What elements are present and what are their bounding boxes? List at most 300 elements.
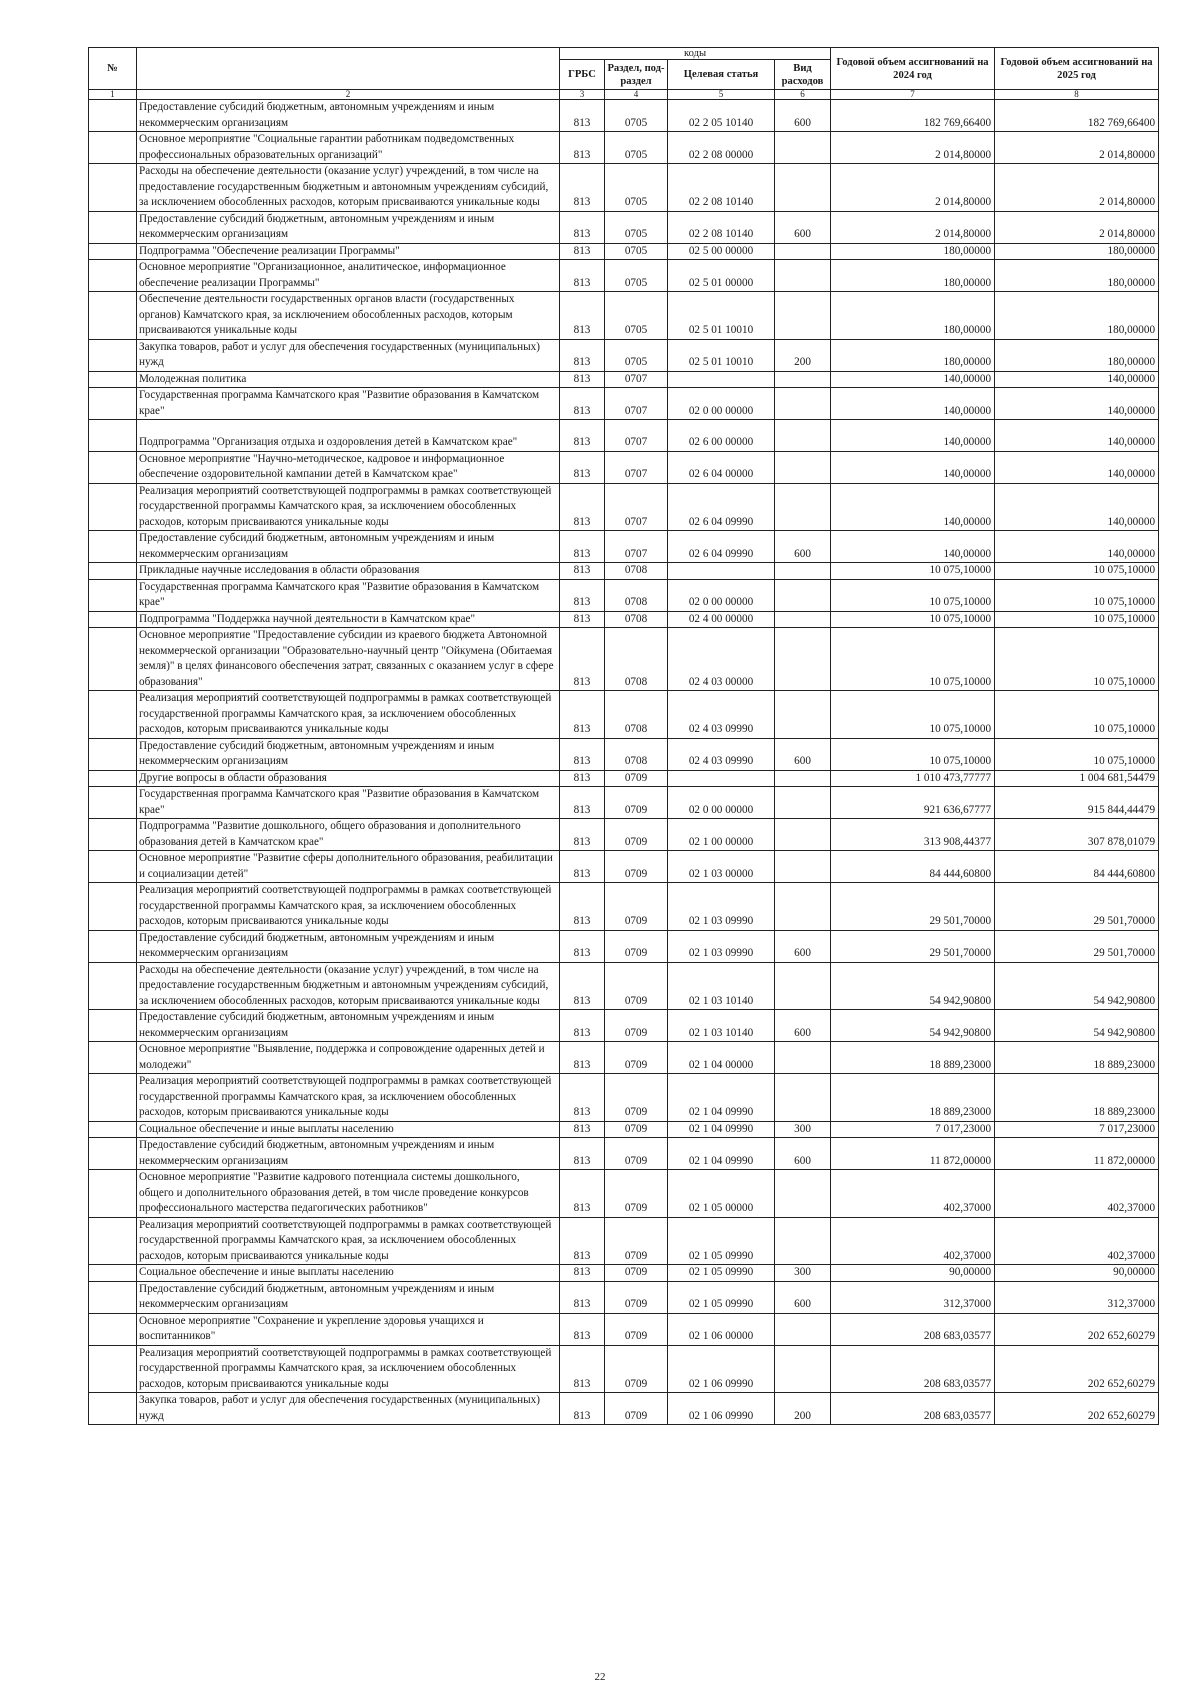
target-item-cell: 02 5 01 10010 bbox=[668, 339, 775, 371]
amount-2025-cell: 10 075,10000 bbox=[995, 628, 1159, 691]
grbs-cell: 813 bbox=[560, 1042, 605, 1074]
grbs-cell: 813 bbox=[560, 1313, 605, 1345]
target-item-cell: 02 1 03 00000 bbox=[668, 851, 775, 883]
table-row bbox=[89, 962, 1159, 1010]
expense-type-cell: 600 bbox=[775, 1281, 831, 1313]
amount-2025-cell: 915 844,44479 bbox=[995, 787, 1159, 819]
grbs-cell: 813 bbox=[560, 851, 605, 883]
amount-2025-cell: 140,00000 bbox=[995, 371, 1159, 388]
table-row bbox=[89, 1138, 1159, 1170]
grbs-cell: 813 bbox=[560, 132, 605, 164]
grbs-cell: 813 bbox=[560, 531, 605, 563]
expense-type-cell bbox=[775, 628, 831, 691]
amount-2025-cell: 29 501,70000 bbox=[995, 883, 1159, 931]
amount-2025-cell: 140,00000 bbox=[995, 420, 1159, 452]
target-item-cell: 02 1 06 09990 bbox=[668, 1345, 775, 1393]
amount-2024-cell: 402,37000 bbox=[831, 1170, 995, 1218]
amount-2025-cell: 10 075,10000 bbox=[995, 579, 1159, 611]
row-name-cell: Предоставление субсидий бюджетным, автономным учреждениям и иным некоммерческим организациям bbox=[137, 738, 560, 770]
amount-2025-cell: 29 501,70000 bbox=[995, 930, 1159, 962]
row-number-cell bbox=[89, 738, 137, 770]
amount-2025-cell: 10 075,10000 bbox=[995, 691, 1159, 739]
amount-2025-cell: 180,00000 bbox=[995, 260, 1159, 292]
table-row bbox=[89, 420, 1159, 452]
amount-2025-cell: 54 942,90800 bbox=[995, 1010, 1159, 1042]
expense-type-cell bbox=[775, 691, 831, 739]
row-name-cell: Молодежная политика bbox=[137, 371, 560, 388]
section-cell: 0705 bbox=[605, 164, 668, 212]
section-cell: 0707 bbox=[605, 531, 668, 563]
amount-2025-cell: 11 872,00000 bbox=[995, 1138, 1159, 1170]
row-name-cell: Предоставление субсидий бюджетным, автономным учреждениям и иным некоммерческим организациям bbox=[137, 1010, 560, 1042]
row-number-cell bbox=[89, 292, 137, 340]
amount-2025-cell: 84 444,60800 bbox=[995, 851, 1159, 883]
row-number-cell bbox=[89, 420, 137, 452]
amount-2025-cell: 18 889,23000 bbox=[995, 1074, 1159, 1122]
table-row bbox=[89, 883, 1159, 931]
section-cell: 0705 bbox=[605, 100, 668, 132]
amount-2025-cell: 1 004 681,54479 bbox=[995, 770, 1159, 787]
section-cell: 0709 bbox=[605, 1170, 668, 1218]
target-item-cell: 02 2 08 00000 bbox=[668, 132, 775, 164]
row-number-cell bbox=[89, 883, 137, 931]
row-name-cell: Предоставление субсидий бюджетным, автономным учреждениям и иным некоммерческим организациям bbox=[137, 100, 560, 132]
grbs-cell: 813 bbox=[560, 770, 605, 787]
expense-type-cell: 600 bbox=[775, 738, 831, 770]
row-name-cell: Основное мероприятие "Развитие кадрового потенциала системы дошкольного, общего и дополнительного образования детей, в том числе проведение конкурсов профессионального мастерства педагогических работников" bbox=[137, 1170, 560, 1218]
grbs-cell: 813 bbox=[560, 691, 605, 739]
amount-2025-cell: 202 652,60279 bbox=[995, 1345, 1159, 1393]
section-cell: 0709 bbox=[605, 1393, 668, 1425]
amount-2024-cell: 180,00000 bbox=[831, 260, 995, 292]
amount-2024-cell: 402,37000 bbox=[831, 1217, 995, 1265]
grbs-cell: 813 bbox=[560, 1281, 605, 1313]
expense-type-cell: 600 bbox=[775, 930, 831, 962]
grbs-cell: 813 bbox=[560, 1170, 605, 1218]
expense-type-cell bbox=[775, 483, 831, 531]
row-number-cell bbox=[89, 1313, 137, 1345]
target-item-cell: 02 1 03 09990 bbox=[668, 883, 775, 931]
table-row bbox=[89, 691, 1159, 739]
grbs-cell: 813 bbox=[560, 1010, 605, 1042]
row-name-cell: Закупка товаров, работ и услуг для обеспечения государственных (муниципальных) нужд bbox=[137, 339, 560, 371]
expense-type-cell bbox=[775, 563, 831, 580]
section-cell: 0705 bbox=[605, 243, 668, 260]
grbs-cell: 813 bbox=[560, 1074, 605, 1122]
expense-type-cell bbox=[775, 1170, 831, 1218]
target-item-cell bbox=[668, 371, 775, 388]
row-number-cell bbox=[89, 243, 137, 260]
section-cell: 0708 bbox=[605, 611, 668, 628]
target-item-cell: 02 1 04 09990 bbox=[668, 1121, 775, 1138]
expense-type-cell: 200 bbox=[775, 339, 831, 371]
expense-type-cell: 600 bbox=[775, 100, 831, 132]
amount-2024-cell: 140,00000 bbox=[831, 388, 995, 420]
amount-2024-cell: 208 683,03577 bbox=[831, 1345, 995, 1393]
table-row bbox=[89, 1313, 1159, 1345]
grbs-cell: 813 bbox=[560, 339, 605, 371]
amount-2025-cell: 90,00000 bbox=[995, 1265, 1159, 1282]
row-number-cell bbox=[89, 211, 137, 243]
grbs-cell: 813 bbox=[560, 1345, 605, 1393]
table-row bbox=[89, 1074, 1159, 1122]
row-number-cell bbox=[89, 451, 137, 483]
grbs-cell: 813 bbox=[560, 883, 605, 931]
amount-2025-cell: 140,00000 bbox=[995, 483, 1159, 531]
header-section: Раздел, под-раздел bbox=[605, 60, 668, 90]
amount-2024-cell: 180,00000 bbox=[831, 292, 995, 340]
row-number-cell bbox=[89, 691, 137, 739]
row-name-cell: Основное мероприятие "Выявление, поддержка и сопровождение одаренных детей и молодежи" bbox=[137, 1042, 560, 1074]
expense-type-cell: 300 bbox=[775, 1265, 831, 1282]
table-row bbox=[89, 611, 1159, 628]
row-name-cell: Основное мероприятие "Организационное, аналитическое, информационное обеспечение реализации Программы" bbox=[137, 260, 560, 292]
grbs-cell: 813 bbox=[560, 1393, 605, 1425]
row-number-cell bbox=[89, 260, 137, 292]
row-number-cell bbox=[89, 770, 137, 787]
row-name-cell: Закупка товаров, работ и услуг для обеспечения государственных (муниципальных) нужд bbox=[137, 1393, 560, 1425]
row-name-cell: Расходы на обеспечение деятельности (оказание услуг) учреждений, в том числе на предоставление государственным бюджетным и автономным учреждениям субсидий, за исключением обособленных расходов, которым присваиваются уникальные коды bbox=[137, 164, 560, 212]
target-item-cell: 02 0 00 00000 bbox=[668, 579, 775, 611]
column-number: 5 bbox=[668, 90, 775, 100]
budget-sheet bbox=[88, 47, 1158, 1425]
amount-2024-cell: 54 942,90800 bbox=[831, 1010, 995, 1042]
expense-type-cell bbox=[775, 1345, 831, 1393]
table-row bbox=[89, 1345, 1159, 1393]
amount-2024-cell: 140,00000 bbox=[831, 451, 995, 483]
row-number-cell bbox=[89, 611, 137, 628]
table-row bbox=[89, 339, 1159, 371]
header-name bbox=[137, 48, 560, 90]
row-name-cell: Основное мероприятие "Развитие сферы дополнительного образования, реабилитации и социализации детей" bbox=[137, 851, 560, 883]
section-cell: 0709 bbox=[605, 787, 668, 819]
row-name-cell: Реализация мероприятий соответствующей подпрограммы в рамках соответствующей государственной программы Камчатского края, за исключением обособленных расходов, которым присваиваются уникальные коды bbox=[137, 483, 560, 531]
table-row bbox=[89, 628, 1159, 691]
section-cell: 0709 bbox=[605, 962, 668, 1010]
amount-2024-cell: 84 444,60800 bbox=[831, 851, 995, 883]
target-item-cell: 02 1 05 09990 bbox=[668, 1281, 775, 1313]
amount-2024-cell: 18 889,23000 bbox=[831, 1074, 995, 1122]
grbs-cell: 813 bbox=[560, 819, 605, 851]
page-number: 22 bbox=[594, 1671, 606, 1683]
table-row bbox=[89, 1042, 1159, 1074]
row-name-cell: Предоставление субсидий бюджетным, автономным учреждениям и иным некоммерческим организациям bbox=[137, 211, 560, 243]
amount-2024-cell: 140,00000 bbox=[831, 371, 995, 388]
row-number-cell bbox=[89, 1138, 137, 1170]
grbs-cell: 813 bbox=[560, 451, 605, 483]
table-row bbox=[89, 531, 1159, 563]
expense-type-cell bbox=[775, 292, 831, 340]
grbs-cell: 813 bbox=[560, 1265, 605, 1282]
amount-2025-cell: 180,00000 bbox=[995, 292, 1159, 340]
section-cell: 0707 bbox=[605, 483, 668, 531]
header-column-numbers bbox=[89, 90, 1159, 100]
amount-2025-cell: 2 014,80000 bbox=[995, 132, 1159, 164]
amount-2024-cell: 10 075,10000 bbox=[831, 611, 995, 628]
table-row bbox=[89, 1393, 1159, 1425]
amount-2024-cell: 18 889,23000 bbox=[831, 1042, 995, 1074]
target-item-cell bbox=[668, 563, 775, 580]
header-no: № bbox=[89, 48, 137, 90]
column-number: 6 bbox=[775, 90, 831, 100]
section-cell: 0709 bbox=[605, 1313, 668, 1345]
row-name-cell: Другие вопросы в области образования bbox=[137, 770, 560, 787]
section-cell: 0709 bbox=[605, 1042, 668, 1074]
table-row bbox=[89, 451, 1159, 483]
amount-2025-cell: 307 878,01079 bbox=[995, 819, 1159, 851]
expense-type-cell bbox=[775, 787, 831, 819]
amount-2025-cell: 202 652,60279 bbox=[995, 1313, 1159, 1345]
header-codes: коды bbox=[560, 48, 831, 60]
expense-type-cell: 600 bbox=[775, 211, 831, 243]
table-row bbox=[89, 738, 1159, 770]
column-number: 3 bbox=[560, 90, 605, 100]
target-item-cell: 02 0 00 00000 bbox=[668, 388, 775, 420]
section-cell: 0709 bbox=[605, 1010, 668, 1042]
target-item-cell: 02 4 03 00000 bbox=[668, 628, 775, 691]
expense-type-cell bbox=[775, 851, 831, 883]
budget-table bbox=[88, 47, 1159, 1425]
target-item-cell: 02 1 06 00000 bbox=[668, 1313, 775, 1345]
amount-2025-cell: 140,00000 bbox=[995, 531, 1159, 563]
expense-type-cell: 200 bbox=[775, 1393, 831, 1425]
target-item-cell: 02 6 00 00000 bbox=[668, 420, 775, 452]
amount-2024-cell: 180,00000 bbox=[831, 339, 995, 371]
target-item-cell: 02 1 05 09990 bbox=[668, 1217, 775, 1265]
grbs-cell: 813 bbox=[560, 1138, 605, 1170]
table-row bbox=[89, 1170, 1159, 1218]
table-row bbox=[89, 211, 1159, 243]
grbs-cell: 813 bbox=[560, 628, 605, 691]
table-row bbox=[89, 930, 1159, 962]
target-item-cell: 02 5 00 00000 bbox=[668, 243, 775, 260]
amount-2024-cell: 10 075,10000 bbox=[831, 579, 995, 611]
grbs-cell: 813 bbox=[560, 420, 605, 452]
grbs-cell: 813 bbox=[560, 579, 605, 611]
row-number-cell bbox=[89, 1345, 137, 1393]
row-number-cell bbox=[89, 930, 137, 962]
expense-type-cell bbox=[775, 962, 831, 1010]
amount-2024-cell: 10 075,10000 bbox=[831, 738, 995, 770]
row-name-cell: Основное мероприятие "Социальные гарантии работникам подведомственных профессиональных образовательных организаций" bbox=[137, 132, 560, 164]
row-name-cell: Подпрограмма "Организация отдыха и оздоровления детей в Камчатском крае" bbox=[137, 420, 560, 452]
grbs-cell: 813 bbox=[560, 563, 605, 580]
amount-2025-cell: 180,00000 bbox=[995, 243, 1159, 260]
section-cell: 0709 bbox=[605, 1121, 668, 1138]
amount-2024-cell: 180,00000 bbox=[831, 243, 995, 260]
amount-2024-cell: 1 010 473,77777 bbox=[831, 770, 995, 787]
amount-2025-cell: 312,37000 bbox=[995, 1281, 1159, 1313]
target-item-cell: 02 1 05 09990 bbox=[668, 1265, 775, 1282]
grbs-cell: 813 bbox=[560, 371, 605, 388]
target-item-cell: 02 0 00 00000 bbox=[668, 787, 775, 819]
section-cell: 0709 bbox=[605, 1217, 668, 1265]
row-name-cell: Подпрограмма "Развитие дошкольного, общего образования и дополнительного образования детей в Камчатском крае" bbox=[137, 819, 560, 851]
section-cell: 0709 bbox=[605, 1265, 668, 1282]
section-cell: 0707 bbox=[605, 371, 668, 388]
target-item-cell: 02 4 03 09990 bbox=[668, 691, 775, 739]
amount-2024-cell: 140,00000 bbox=[831, 531, 995, 563]
amount-2024-cell: 2 014,80000 bbox=[831, 132, 995, 164]
expense-type-cell bbox=[775, 1074, 831, 1122]
row-name-cell: Реализация мероприятий соответствующей подпрограммы в рамках соответствующей государственной программы Камчатского края, за исключением обособленных расходов, которым присваиваются уникальные коды bbox=[137, 1217, 560, 1265]
grbs-cell: 813 bbox=[560, 164, 605, 212]
target-item-cell: 02 5 01 10010 bbox=[668, 292, 775, 340]
table-body bbox=[89, 100, 1159, 1425]
section-cell: 0709 bbox=[605, 819, 668, 851]
row-name-cell: Подпрограмма "Обеспечение реализации Программы" bbox=[137, 243, 560, 260]
expense-type-cell bbox=[775, 260, 831, 292]
column-number: 2 bbox=[137, 90, 560, 100]
table-row bbox=[89, 483, 1159, 531]
amount-2024-cell: 140,00000 bbox=[831, 483, 995, 531]
row-number-cell bbox=[89, 1393, 137, 1425]
amount-2025-cell: 140,00000 bbox=[995, 388, 1159, 420]
amount-2024-cell: 10 075,10000 bbox=[831, 691, 995, 739]
row-name-cell: Реализация мероприятий соответствующей подпрограммы в рамках соответствующей государственной программы Камчатского края, за исключением обособленных расходов, которым присваиваются уникальные коды bbox=[137, 1345, 560, 1393]
row-name-cell: Реализация мероприятий соответствующей подпрограммы в рамках соответствующей государственной программы Камчатского края, за исключением обособленных расходов, которым присваиваются уникальные коды bbox=[137, 691, 560, 739]
section-cell: 0708 bbox=[605, 579, 668, 611]
amount-2025-cell: 10 075,10000 bbox=[995, 611, 1159, 628]
row-name-cell: Основное мероприятие "Сохранение и укрепление здоровья учащихся и воспитанников" bbox=[137, 1313, 560, 1345]
row-number-cell bbox=[89, 531, 137, 563]
row-name-cell: Прикладные научные исследования в области образования bbox=[137, 563, 560, 580]
section-cell: 0709 bbox=[605, 770, 668, 787]
grbs-cell: 813 bbox=[560, 483, 605, 531]
table-header bbox=[89, 48, 1159, 100]
section-cell: 0709 bbox=[605, 883, 668, 931]
amount-2025-cell: 202 652,60279 bbox=[995, 1393, 1159, 1425]
target-item-cell: 02 4 00 00000 bbox=[668, 611, 775, 628]
column-number: 8 bbox=[995, 90, 1159, 100]
row-number-cell bbox=[89, 164, 137, 212]
amount-2025-cell: 402,37000 bbox=[995, 1170, 1159, 1218]
amount-2024-cell: 29 501,70000 bbox=[831, 930, 995, 962]
expense-type-cell bbox=[775, 883, 831, 931]
expense-type-cell bbox=[775, 371, 831, 388]
target-item-cell: 02 1 03 09990 bbox=[668, 930, 775, 962]
row-name-cell: Реализация мероприятий соответствующей подпрограммы в рамках соответствующей государственной программы Камчатского края, за исключением обособленных расходов, которым присваиваются уникальные коды bbox=[137, 1074, 560, 1122]
target-item-cell: 02 1 04 09990 bbox=[668, 1138, 775, 1170]
row-name-cell: Обеспечение деятельности государственных органов власти (государственных органов) Камчатского края, за исключением обособленных расходов, которым присваиваются уникальные коды bbox=[137, 292, 560, 340]
grbs-cell: 813 bbox=[560, 388, 605, 420]
amount-2024-cell: 921 636,67777 bbox=[831, 787, 995, 819]
row-name-cell: Предоставление субсидий бюджетным, автономным учреждениям и иным некоммерческим организациям bbox=[137, 531, 560, 563]
table-row bbox=[89, 579, 1159, 611]
row-name-cell: Предоставление субсидий бюджетным, автономным учреждениям и иным некоммерческим организациям bbox=[137, 1138, 560, 1170]
header-2024: Годовой объем ассигнований на 2024 год bbox=[831, 48, 995, 90]
target-item-cell: 02 1 04 00000 bbox=[668, 1042, 775, 1074]
amount-2024-cell: 90,00000 bbox=[831, 1265, 995, 1282]
row-name-cell: Социальное обеспечение и иные выплаты населению bbox=[137, 1265, 560, 1282]
target-item-cell: 02 6 04 09990 bbox=[668, 483, 775, 531]
expense-type-cell: 600 bbox=[775, 1138, 831, 1170]
expense-type-cell: 600 bbox=[775, 531, 831, 563]
amount-2025-cell: 182 769,66400 bbox=[995, 100, 1159, 132]
section-cell: 0708 bbox=[605, 563, 668, 580]
table-row bbox=[89, 388, 1159, 420]
row-number-cell bbox=[89, 851, 137, 883]
expense-type-cell bbox=[775, 388, 831, 420]
amount-2024-cell: 182 769,66400 bbox=[831, 100, 995, 132]
target-item-cell: 02 6 04 00000 bbox=[668, 451, 775, 483]
row-name-cell: Реализация мероприятий соответствующей подпрограммы в рамках соответствующей государственной программы Камчатского края, за исключением обособленных расходов, которым присваиваются уникальные коды bbox=[137, 883, 560, 931]
expense-type-cell bbox=[775, 132, 831, 164]
table-row bbox=[89, 243, 1159, 260]
section-cell: 0709 bbox=[605, 1281, 668, 1313]
table-row bbox=[89, 260, 1159, 292]
row-name-cell: Государственная программа Камчатского края "Развитие образования в Камчатском крае" bbox=[137, 787, 560, 819]
target-item-cell bbox=[668, 770, 775, 787]
expense-type-cell bbox=[775, 611, 831, 628]
grbs-cell: 813 bbox=[560, 962, 605, 1010]
section-cell: 0709 bbox=[605, 1074, 668, 1122]
grbs-cell: 813 bbox=[560, 292, 605, 340]
grbs-cell: 813 bbox=[560, 211, 605, 243]
amount-2024-cell: 313 908,44377 bbox=[831, 819, 995, 851]
grbs-cell: 813 bbox=[560, 260, 605, 292]
expense-type-cell: 300 bbox=[775, 1121, 831, 1138]
table-row bbox=[89, 132, 1159, 164]
target-item-cell: 02 2 08 10140 bbox=[668, 164, 775, 212]
table-row bbox=[89, 100, 1159, 132]
amount-2024-cell: 11 872,00000 bbox=[831, 1138, 995, 1170]
row-number-cell bbox=[89, 339, 137, 371]
section-cell: 0709 bbox=[605, 930, 668, 962]
row-name-cell: Расходы на обеспечение деятельности (оказание услуг) учреждений, в том числе на предоставление государственным бюджетным и автономным учреждениям субсидий, за исключением обособленных расходов, которым присваиваются уникальные коды bbox=[137, 962, 560, 1010]
expense-type-cell bbox=[775, 164, 831, 212]
section-cell: 0705 bbox=[605, 260, 668, 292]
target-item-cell: 02 1 05 00000 bbox=[668, 1170, 775, 1218]
expense-type-cell bbox=[775, 1042, 831, 1074]
amount-2025-cell: 402,37000 bbox=[995, 1217, 1159, 1265]
section-cell: 0705 bbox=[605, 292, 668, 340]
expense-type-cell bbox=[775, 1217, 831, 1265]
amount-2024-cell: 54 942,90800 bbox=[831, 962, 995, 1010]
amount-2025-cell: 18 889,23000 bbox=[995, 1042, 1159, 1074]
row-number-cell bbox=[89, 388, 137, 420]
table-row bbox=[89, 819, 1159, 851]
row-number-cell bbox=[89, 1217, 137, 1265]
amount-2025-cell: 7 017,23000 bbox=[995, 1121, 1159, 1138]
row-number-cell bbox=[89, 132, 137, 164]
target-item-cell: 02 6 04 09990 bbox=[668, 531, 775, 563]
row-number-cell bbox=[89, 1074, 137, 1122]
row-number-cell bbox=[89, 1121, 137, 1138]
table-row bbox=[89, 1217, 1159, 1265]
expense-type-cell bbox=[775, 243, 831, 260]
section-cell: 0709 bbox=[605, 1138, 668, 1170]
row-name-cell: Предоставление субсидий бюджетным, автономным учреждениям и иным некоммерческим организациям bbox=[137, 1281, 560, 1313]
grbs-cell: 813 bbox=[560, 738, 605, 770]
row-name-cell: Государственная программа Камчатского края "Развитие образования в Камчатском крае" bbox=[137, 388, 560, 420]
row-number-cell bbox=[89, 579, 137, 611]
grbs-cell: 813 bbox=[560, 930, 605, 962]
row-name-cell: Основное мероприятие "Научно-методическое, кадровое и информационное обеспечение оздоровительной кампании детей в Камчатском крае" bbox=[137, 451, 560, 483]
expense-type-cell: 600 bbox=[775, 1010, 831, 1042]
row-number-cell bbox=[89, 483, 137, 531]
grbs-cell: 813 bbox=[560, 1121, 605, 1138]
row-number-cell bbox=[89, 962, 137, 1010]
header-grbs: ГРБС bbox=[560, 60, 605, 90]
table-row bbox=[89, 851, 1159, 883]
amount-2024-cell: 208 683,03577 bbox=[831, 1313, 995, 1345]
amount-2025-cell: 140,00000 bbox=[995, 451, 1159, 483]
amount-2024-cell: 7 017,23000 bbox=[831, 1121, 995, 1138]
target-item-cell: 02 1 06 09990 bbox=[668, 1393, 775, 1425]
expense-type-cell bbox=[775, 420, 831, 452]
header-2025: Годовой объем ассигнований на 2025 год bbox=[995, 48, 1159, 90]
